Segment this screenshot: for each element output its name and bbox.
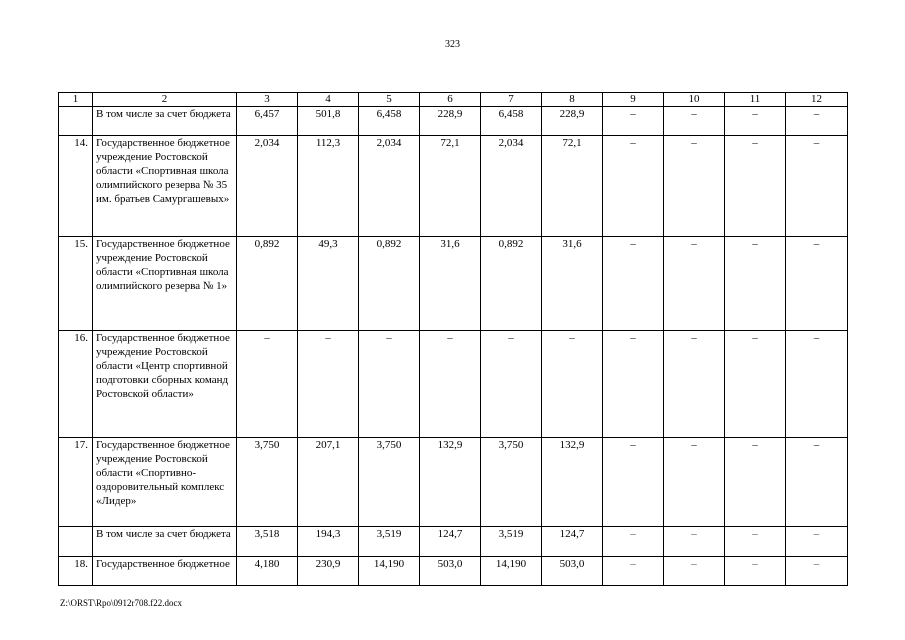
cell-value: 2,034 xyxy=(359,136,420,237)
cell-value: – xyxy=(298,331,359,438)
cell-value: 3,750 xyxy=(359,438,420,527)
cell-value: – xyxy=(237,331,298,438)
cell-value: 72,1 xyxy=(420,136,481,237)
cell-value: – xyxy=(786,527,848,557)
table-header-row xyxy=(59,93,848,107)
cell-value: 503,0 xyxy=(420,557,481,586)
cell-value: – xyxy=(664,557,725,586)
cell-value: 31,6 xyxy=(542,237,603,331)
cell-value: – xyxy=(786,136,848,237)
cell-value: 228,9 xyxy=(542,107,603,136)
cell-value: – xyxy=(664,237,725,331)
cell-value: – xyxy=(786,438,848,527)
column-header: 7 xyxy=(481,93,542,107)
row-number xyxy=(59,107,93,136)
cell-value: – xyxy=(725,107,786,136)
cell-value: 0,892 xyxy=(359,237,420,331)
cell-value: – xyxy=(603,107,664,136)
cell-value: 3,518 xyxy=(237,527,298,557)
row-number: 16. xyxy=(59,331,93,438)
row-name: В том числе за счет бюджета xyxy=(93,527,237,557)
table-row xyxy=(59,527,848,557)
column-header: 4 xyxy=(298,93,359,107)
cell-value: – xyxy=(664,331,725,438)
column-header: 6 xyxy=(420,93,481,107)
table-row xyxy=(59,237,848,331)
cell-value: – xyxy=(664,527,725,557)
cell-value: 132,9 xyxy=(542,438,603,527)
row-name: Государственное бюджетное учреждение Ростовской области «Спортивная школа олимпийского резерва № 1» xyxy=(93,237,237,331)
cell-value: 14,190 xyxy=(481,557,542,586)
data-table xyxy=(58,92,848,586)
page-number: 323 xyxy=(445,39,460,50)
column-header: 9 xyxy=(603,93,664,107)
cell-value: – xyxy=(725,331,786,438)
cell-value: 228,9 xyxy=(420,107,481,136)
row-number: 17. xyxy=(59,438,93,527)
cell-value: – xyxy=(786,331,848,438)
document-file-path: Z:\ORST\Rpo\0912r708.f22.docx xyxy=(60,598,182,608)
cell-value: 3,750 xyxy=(481,438,542,527)
cell-value: – xyxy=(603,237,664,331)
cell-value: – xyxy=(481,331,542,438)
cell-value: 2,034 xyxy=(237,136,298,237)
cell-value: 6,458 xyxy=(481,107,542,136)
row-number: 18. xyxy=(59,557,93,586)
cell-value: 31,6 xyxy=(420,237,481,331)
row-number: 15. xyxy=(59,237,93,331)
cell-value: – xyxy=(603,438,664,527)
row-name: Государственное бюджетное учреждение Ростовской области «Центр спортивной подготовки сборных команд Ростовской области» xyxy=(93,331,237,438)
cell-value: – xyxy=(725,438,786,527)
table-row xyxy=(59,331,848,438)
column-header: 10 xyxy=(664,93,725,107)
cell-value: – xyxy=(786,557,848,586)
column-header: 11 xyxy=(725,93,786,107)
cell-value: – xyxy=(786,237,848,331)
column-header: 1 xyxy=(59,93,93,107)
cell-value: – xyxy=(664,136,725,237)
cell-value: 2,034 xyxy=(481,136,542,237)
cell-value: – xyxy=(359,331,420,438)
column-header: 12 xyxy=(786,93,848,107)
cell-value: – xyxy=(603,527,664,557)
cell-value: – xyxy=(725,136,786,237)
table-row xyxy=(59,557,848,586)
cell-value: – xyxy=(786,107,848,136)
cell-value: – xyxy=(725,527,786,557)
cell-value: – xyxy=(603,331,664,438)
column-header: 2 xyxy=(93,93,237,107)
cell-value: 503,0 xyxy=(542,557,603,586)
cell-value: 132,9 xyxy=(420,438,481,527)
row-number xyxy=(59,527,93,557)
cell-value: 207,1 xyxy=(298,438,359,527)
cell-value: 0,892 xyxy=(481,237,542,331)
cell-value: 112,3 xyxy=(298,136,359,237)
row-name: Государственное бюджетное учреждение Ростовской области «Спортивная школа олимпийского резерва № 35 им. братьев Самургашевых» xyxy=(93,136,237,237)
cell-value: – xyxy=(664,438,725,527)
cell-value: 0,892 xyxy=(237,237,298,331)
cell-value: – xyxy=(420,331,481,438)
cell-value: 194,3 xyxy=(298,527,359,557)
cell-value: – xyxy=(664,107,725,136)
cell-value: 4,180 xyxy=(237,557,298,586)
cell-value: 3,519 xyxy=(481,527,542,557)
cell-value: 49,3 xyxy=(298,237,359,331)
cell-value: 230,9 xyxy=(298,557,359,586)
row-name: В том числе за счет бюджета xyxy=(93,107,237,136)
cell-value: 124,7 xyxy=(420,527,481,557)
table-row xyxy=(59,438,848,527)
cell-value: – xyxy=(725,237,786,331)
table-row xyxy=(59,136,848,237)
row-name: Государственное бюджетное xyxy=(93,557,237,586)
cell-value: 3,750 xyxy=(237,438,298,527)
cell-value: 3,519 xyxy=(359,527,420,557)
row-name: Государственное бюджетное учреждение Ростовской области «Спортивно-оздоровительный комплекс «Лидер» xyxy=(93,438,237,527)
column-header: 3 xyxy=(237,93,298,107)
column-header: 5 xyxy=(359,93,420,107)
cell-value: 501,8 xyxy=(298,107,359,136)
cell-value: – xyxy=(603,557,664,586)
cell-value: 6,458 xyxy=(359,107,420,136)
cell-value: 6,457 xyxy=(237,107,298,136)
column-header: 8 xyxy=(542,93,603,107)
cell-value: – xyxy=(603,136,664,237)
row-number: 14. xyxy=(59,136,93,237)
cell-value: 124,7 xyxy=(542,527,603,557)
cell-value: – xyxy=(542,331,603,438)
table-row xyxy=(59,107,848,136)
cell-value: – xyxy=(725,557,786,586)
cell-value: 72,1 xyxy=(542,136,603,237)
cell-value: 14,190 xyxy=(359,557,420,586)
